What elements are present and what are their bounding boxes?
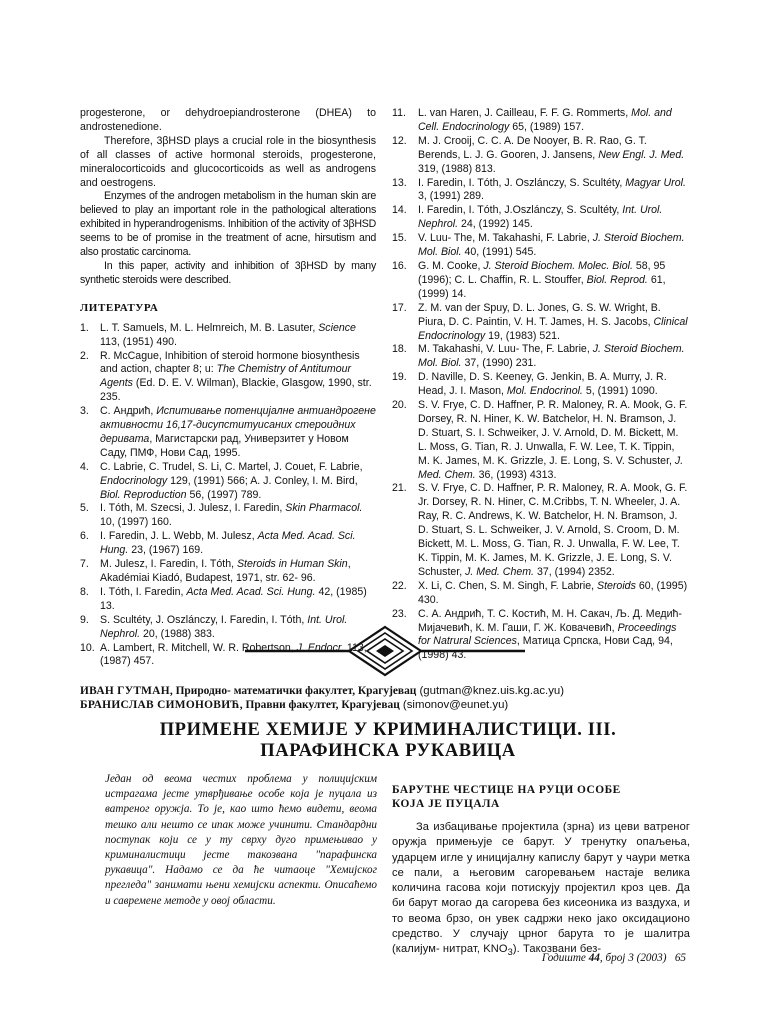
reference-segment: 113, (1951) 490. xyxy=(100,335,177,348)
reference-text xyxy=(100,322,376,350)
reference-segment: 42, (1985) 13. xyxy=(100,585,367,612)
reference-segment: 60, (1995) 430. xyxy=(418,579,688,606)
reference-list xyxy=(80,322,376,670)
reference-segment: 24, (1992) 145. xyxy=(458,218,533,231)
reference-source: Acta Med. Acad. Sci. Hung. xyxy=(100,530,356,557)
reference-number: 11. xyxy=(392,107,406,119)
reference-item xyxy=(80,322,376,350)
reference-segment: , Матица Српска, Нови Сад, 94, (1998) 43. xyxy=(418,635,673,662)
section-heading-line: КОЈА ЈЕ ПУЦАЛА xyxy=(392,798,500,810)
reference-source: Magyar Urol. xyxy=(625,176,686,189)
reference-text xyxy=(100,405,376,461)
reference-number: 3. xyxy=(80,405,89,418)
reference-number: 23. xyxy=(392,607,407,620)
reference-item xyxy=(80,405,376,461)
reference-item xyxy=(80,558,376,586)
section-body xyxy=(392,820,690,961)
reference-segment: 10, (1997) 160. xyxy=(100,516,172,529)
reference-source: J. Endocr. xyxy=(296,641,344,654)
volume-number: 44 xyxy=(588,952,600,964)
reference-source: Endocrinology xyxy=(100,474,168,487)
reference-item xyxy=(392,204,689,232)
reference-segment: S. Scultéty, J. Oszlánczy, I. Faredin, I. Tóth, xyxy=(100,613,308,626)
reference-source: The Chemistry of Antitumour Agents xyxy=(100,363,352,390)
reference-segment: 19, (1983) 521. xyxy=(485,329,560,342)
reference-source: Proceedings for Natrural Sciences xyxy=(418,621,677,648)
reference-text xyxy=(418,371,689,399)
reference-segment: 36, (1993) 4313. xyxy=(475,468,557,481)
reference-text xyxy=(100,530,376,558)
reference-segment: 129, (1991) 566; A. J. Conley, I. M. Bird, xyxy=(167,474,358,487)
reference-segment: I. Faredin, I. Tóth, J. Oszlánczy, S. Scultéty, xyxy=(418,176,626,189)
reference-source: J. Steroid Biochem. Mol. Biol. xyxy=(418,343,685,370)
reference-text xyxy=(100,461,376,503)
reference-number: 19. xyxy=(392,371,407,384)
reference-source: Biol. Reproduction xyxy=(100,488,187,501)
reference-source: Испитивање потенцијалне антиандрогене активности 16,17-дисупституисаних стероидних деривата xyxy=(100,405,376,445)
reference-segment: M. J. Crooij, C. C. A. De Nooyer, B. R. Rao, G. T. Berends, L. J. G. Gooren, J. Jansens, xyxy=(418,134,647,161)
reference-number: 7. xyxy=(80,558,89,571)
reference-text xyxy=(418,260,689,302)
reference-number: 18. xyxy=(392,343,407,356)
reference-segment: С. А. Андрић, Т. С. Костић, М. Н. Сакач, Љ. Д. Медић-Мијачевић, К. М. Гаши, Г. Ж. Ковачевић, xyxy=(418,607,682,634)
reference-number: 9. xyxy=(80,613,89,626)
reference-source: Int. Urol. Nephrol. xyxy=(100,613,348,640)
reference-text xyxy=(418,107,689,135)
reference-source: Steroids xyxy=(597,579,636,592)
reference-number: 14. xyxy=(392,204,407,217)
reference-text xyxy=(100,350,376,406)
body-paragraph: progesterone, or dehydroepiandrosterone (DHEA) to androstenedione. xyxy=(80,107,376,133)
reference-segment: G. M. Cooke, xyxy=(418,259,484,272)
reference-item xyxy=(80,586,376,614)
author-line xyxy=(80,699,700,713)
reference-item xyxy=(392,135,689,177)
reference-segment: 3, (1991) 289. xyxy=(418,190,484,203)
reference-source: New Engl. J. Med. xyxy=(598,148,685,161)
reference-number: 13. xyxy=(392,176,407,189)
reference-segment: 37, (1994) 2352. xyxy=(534,565,615,578)
reference-segment: 319, (1988) 813. xyxy=(418,162,496,175)
reference-item xyxy=(392,482,689,579)
reference-item xyxy=(392,343,689,371)
reference-source: Int. Urol. Nephrol. xyxy=(418,204,663,231)
article-title xyxy=(80,720,696,762)
reference-segment: A. Lambert, R. Mitchell, W. R. Robertson, xyxy=(100,641,297,654)
reference-source: Biol. Reprod. xyxy=(586,273,648,286)
reference-number: 6. xyxy=(80,530,89,543)
reference-text xyxy=(100,558,376,586)
section-text: За избацивање пројектила (зрна) из цеви ватреног оружја примењује се барут. У тренутку опаљења, ударцем игле у иницијалну капислу барут у чаури метка се пали, а његовим сагоревањем настаје велика количина гасова који потискују пројектил кроз цев. Да би барут могао да сагорева без кисеоника из ваздуха, и то веома брзо, он увек садржи неко јако оксидационо средство. У случају црног барута то је шалитра (калијум- нитрат, KNO xyxy=(392,821,690,956)
reference-segment: I. Tóth, M. Szecsi, J. Julesz, I. Faredin, xyxy=(100,502,286,515)
reference-source: Clinical Endocrinology xyxy=(418,315,688,342)
author-email: (gutman@knez.uis.kg.ac.yu) xyxy=(416,685,565,697)
reference-segment: I. Faredin, I. Tóth, J.Oszlánczy, S. Scultéty, xyxy=(418,204,623,217)
reference-segment: 56, (1997) 789. xyxy=(186,488,262,501)
section-heading-line: БАРУТНЕ ЧЕСТИЦЕ НА РУЦИ ОСОБЕ xyxy=(392,784,621,796)
reference-segment: I. Faredin, J. L. Webb, M. Julesz, xyxy=(100,530,258,543)
reference-segment: M. Julesz, I. Faredin, I. Tóth, xyxy=(100,558,237,571)
reference-text xyxy=(418,177,689,205)
section-text: ). Такозвани без- xyxy=(512,943,602,956)
reference-segment: , Магистарски рад, Универзитет у Новом Саду, ПМФ, Нови Сад, 1995. xyxy=(100,432,349,459)
reference-item xyxy=(392,580,689,608)
reference-text xyxy=(418,302,689,344)
reference-segment: V. Luu- The, M. Takahashi, F. Labrie, xyxy=(418,232,593,245)
reference-segment: (Ed. D. E. V. Wilman), Blackie, Glasgow, 1990, str. 235. xyxy=(100,377,372,404)
reference-text xyxy=(418,580,689,608)
reference-segment: Z. M. van der Spuy, D. L. Jones, G. S. W. Wright, B. Piura, D. C. Paintin, V. H. T. James, H. S. Jacobs, xyxy=(418,301,661,328)
reference-text xyxy=(418,204,689,232)
reference-source: Mol. and Cell. Endocrinology xyxy=(418,107,672,133)
author-email: (simonov@eunet.yu) xyxy=(399,698,509,711)
reference-segment: 5, (1991) 1090. xyxy=(582,385,658,398)
title-line: ПРИМЕНЕ ХЕМИЈЕ У КРИМИНАЛИСТИЦИ. III. xyxy=(159,720,617,740)
reference-segment: 61, (1999) 14. xyxy=(418,273,666,300)
journal-name: Годиште xyxy=(541,952,586,964)
reference-number: 5. xyxy=(80,502,89,515)
reference-source: Acta Med. Acad. Sci. Hung. xyxy=(186,585,316,598)
reference-source: J. Steroid Biochem. Mol. Biol. xyxy=(418,232,685,259)
reference-segment: C. Labrie, C. Trudel, S. Li, C. Martel, J. Couet, F. Labrie, xyxy=(100,460,363,473)
reference-number: 21. xyxy=(392,482,407,495)
reference-segment: 37, (1990) 231. xyxy=(461,357,537,370)
reference-number: 4. xyxy=(80,460,89,473)
reference-segment: 58, 95 (1996); C. L. Chaffin, R. L. Stouffer, xyxy=(418,259,666,286)
reference-list xyxy=(392,107,689,663)
reference-number: 2. xyxy=(80,349,89,362)
author-affiliation: , Природно- математички факултет, Крагујевац xyxy=(169,685,417,697)
reference-item xyxy=(80,461,376,503)
reference-source: Skin Pharmacol. xyxy=(285,502,363,515)
page-footer xyxy=(496,952,686,964)
reference-number: 1. xyxy=(80,321,89,334)
reference-number: 20. xyxy=(392,399,407,412)
reference-number: 16. xyxy=(392,259,407,272)
reference-source: Science xyxy=(318,321,356,334)
section-heading xyxy=(392,783,690,811)
reference-segment: 23, (1967) 169. xyxy=(128,544,204,557)
reference-item xyxy=(80,502,376,530)
reference-source: J. Steroid Biochem. Molec. Biol. xyxy=(483,259,633,272)
reference-source: Mol. Endocrinol. xyxy=(506,385,583,398)
reference-item xyxy=(392,107,689,135)
reference-text xyxy=(418,232,689,260)
reference-text xyxy=(100,502,376,530)
reference-number: 22. xyxy=(392,579,407,592)
subscript: 3 xyxy=(507,947,513,958)
body-paragraph: Enzymes of the androgen metabolism in the human skin are believed to play an important role in the pathological alterations exhibited in hyperandrogenisms. Inhibition of the activity of 3βHSD seems to be of promise in the treatment of acne, hirsutism and also prostatic carcinoma. xyxy=(80,190,376,259)
reference-item xyxy=(80,530,376,558)
reference-item xyxy=(392,371,689,399)
left-column xyxy=(80,107,376,669)
reference-segment: 40, (1991) 545. xyxy=(461,246,537,259)
reference-text xyxy=(418,399,689,482)
body-paragraph: Therefore, 3βHSD plays a crucial role in the biosynthesis of all classes of active hormonal steroids, progesterone, mineralocorticoids and glucocorticoids as well as androgens and oestrogens. xyxy=(80,134,376,189)
issue-info: , број 3 (2003) xyxy=(599,952,667,964)
author-affiliation: , Правни факултет, Крагујевац xyxy=(239,698,400,711)
reference-segment: L. T. Samuels, M. L. Helmreich, M. B. Lasuter, xyxy=(100,321,319,334)
author-name: БРАНИСЛАВ СИМОНОВИЋ xyxy=(80,698,240,711)
reference-number: 15. xyxy=(392,232,407,245)
reference-segment: S. V. Frye, C. D. Haffner, P. R. Maloney, R. A. Mook, G. F. Jr. Dorsey, R. N. Hiner, C. M.Cribbs, T. N. Wheeler, J. A. Ray, R. C. Andrews, K. W. Batchelor, H. N. Bramson, J. D. Stuart, S. L. Schweiker, J. V. Arnold, S. Croom, D. M. Bickett, M. L. Moss, G. Tian, R. J. Unwalla, F. W. Lee, T. K. Tippin, M. K. James, M. K. Grizzle, J. E. Long, S. V. Schuster, xyxy=(418,482,688,578)
abstract: Један од веома честих проблема у полицијским истрагама јесте утврђивање особе која је пуцала из ватреног оружја. То је, као што ћемо видети, веома тешко али нешто се ипак може учинити. Стандардни поступак који се у ту сврху дуго примењивао у криминалистици јесте такозвана "парафинска рукавица". Надамо се да ће читаоце "Хемијског прегледа" занимати њени хемијски аспекти. Описаћемо и савремене методе у овој области. xyxy=(105,773,377,907)
reference-segment: 20, (1988) 383. xyxy=(140,627,215,640)
reference-item xyxy=(80,350,376,406)
reference-text xyxy=(418,343,689,371)
reference-segment: S. V. Frye, C. D. Haffner, P. R. Maloney, R. A. Mook, G. F. Dorsey, R. N. Hiner, K. W. Batchelor, H. N. Bramson, J. D. Stuart, S. I. Schweiker, J. V. Arnold, D. M. Bickett, M. L. Moss, G. Tian, R. J. Unwalla, F. W. Lee, T. K. Tippin, M. K. James, M. K. Grizzle, J. E. Long, S. V. Schuster, xyxy=(418,399,688,467)
author-block xyxy=(80,685,700,712)
reference-segment: X. Li, C. Chen, S. M. Singh, F. Labrie, xyxy=(418,579,597,592)
reference-number: 10. xyxy=(80,641,95,654)
right-column xyxy=(392,107,689,663)
reference-segment: D. Naville, D. S. Keeney, G. Jenkin, B. A. Murry, J. R. Head, J. I. Mason, xyxy=(418,371,667,398)
reference-segment: I. Tóth, I. Faredin, xyxy=(100,585,187,598)
reference-number: 17. xyxy=(392,301,407,314)
reference-number: 12. xyxy=(392,134,407,147)
page-number: 65 xyxy=(674,952,686,964)
reference-item xyxy=(392,232,689,260)
reference-segment: , Akadémiai Kiadó, Budapest, 1971, str. 62- 96. xyxy=(100,558,351,584)
reference-segment: M. Takahashi, V. Luu- The, F. Labrie, xyxy=(418,343,593,356)
reference-segment: 113, (1987) 457. xyxy=(100,641,367,668)
reference-item xyxy=(392,399,689,482)
section xyxy=(392,783,690,961)
reference-item xyxy=(392,260,689,302)
reference-source: Steroids in Human Skin xyxy=(236,558,348,571)
author-name: ИВАН ГУТМАН xyxy=(80,685,170,697)
reference-text xyxy=(418,135,689,177)
diamond-ornament-icon xyxy=(245,625,525,677)
body-paragraph: In this paper, activity and inhibition of 3βHSD by many synthetic steroids were described. xyxy=(80,259,376,286)
reference-segment: R. McCague, Inhibition of steroid hormone biosynthesis and action, chapter 8; u: xyxy=(100,349,360,376)
title-line: ПАРАФИНСКА РУКАВИЦА xyxy=(260,741,516,761)
reference-number: 8. xyxy=(80,585,89,598)
reference-text xyxy=(418,482,689,579)
reference-segment: L. van Haren, J. Cailleau, F. F. G. Rommerts, xyxy=(418,107,632,119)
references-heading: ЛИТЕРАТУРА xyxy=(80,301,159,314)
reference-item xyxy=(392,177,689,205)
reference-item xyxy=(392,302,689,344)
author-line xyxy=(80,685,700,699)
reference-text xyxy=(100,586,376,614)
reference-segment: С. Андрић, xyxy=(100,405,157,418)
reference-source: J. Med. Chem. xyxy=(465,565,534,578)
reference-segment: 65, (1989) 157. xyxy=(509,120,585,133)
reference-source: J. Med. Chem. xyxy=(418,454,684,481)
